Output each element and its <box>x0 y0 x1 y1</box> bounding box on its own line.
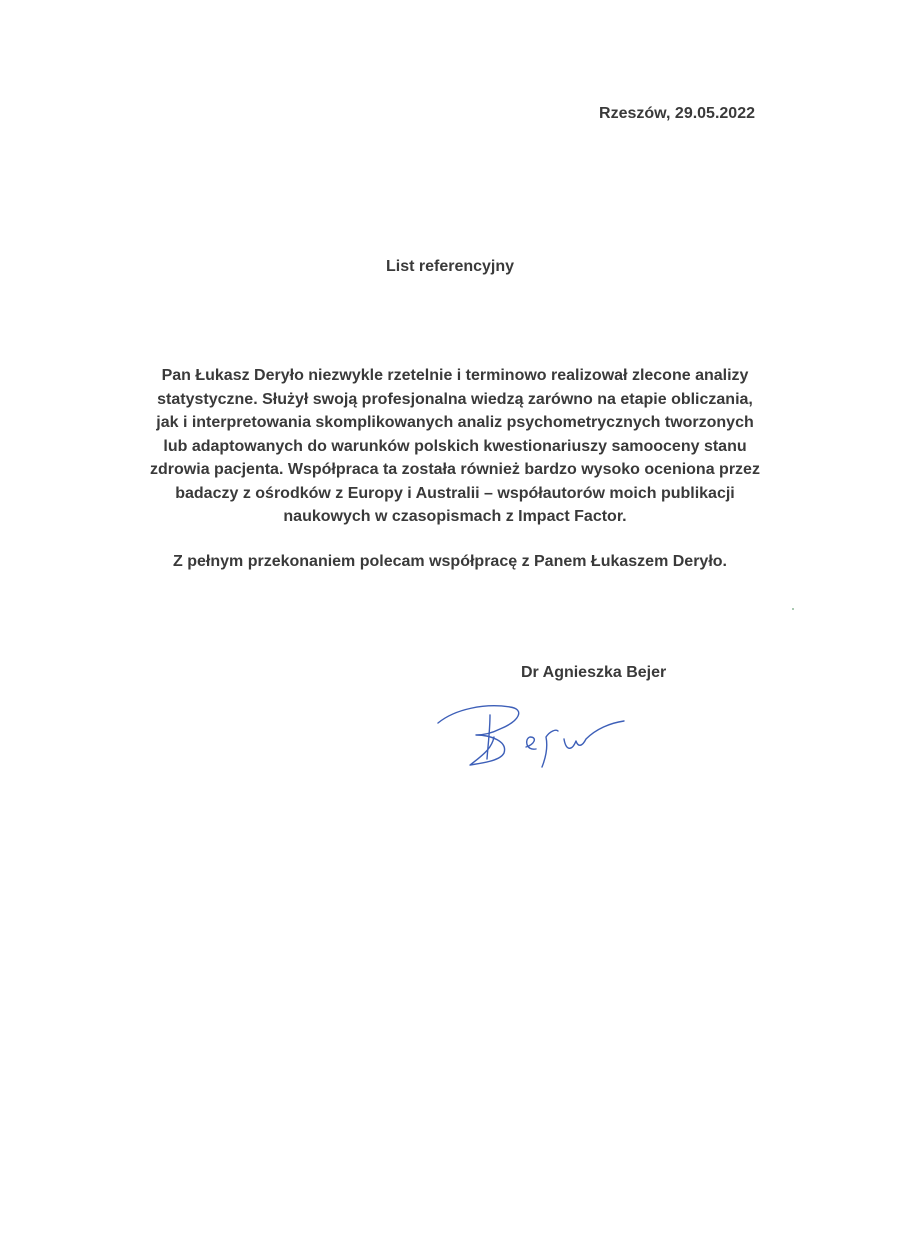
body-line: lub adaptowanych do warunków polskich kwestionariuszy samooceny stanu <box>163 437 747 455</box>
body-line: statystyczne. Służył swoją profesjonalna wiedzą zarówno na etapie obliczania, <box>157 390 753 408</box>
signer-name: Dr Agnieszka Bejer <box>521 664 667 681</box>
closing-sentence: Z pełnym przekonaniem polecam współpracę z Panem Łukaszem Deryło. <box>173 553 727 570</box>
body-line: Pan Łukasz Deryło niezwykle rzetelnie i terminowo realizował zlecone analizy <box>161 367 749 384</box>
body-line: jak i interpretowania skomplikowanych analiz psychometrycznych tworzonych <box>156 414 754 431</box>
body-line: naukowych w czasopismach z Impact Factor. <box>283 508 627 525</box>
scan-speck <box>792 608 794 610</box>
body-line: badaczy z ośrodków z Europy i Australii – współautorów moich publikacji <box>175 484 735 502</box>
letter-body <box>110 364 800 529</box>
place-and-date: Rzeszów, 29.05.2022 <box>599 105 755 122</box>
handwritten-signature <box>430 695 630 775</box>
body-line: zdrowia pacjenta. Współpraca ta została również bardzo wysoko oceniona przez <box>150 461 760 478</box>
letter-title: List referencyjny <box>385 258 515 275</box>
